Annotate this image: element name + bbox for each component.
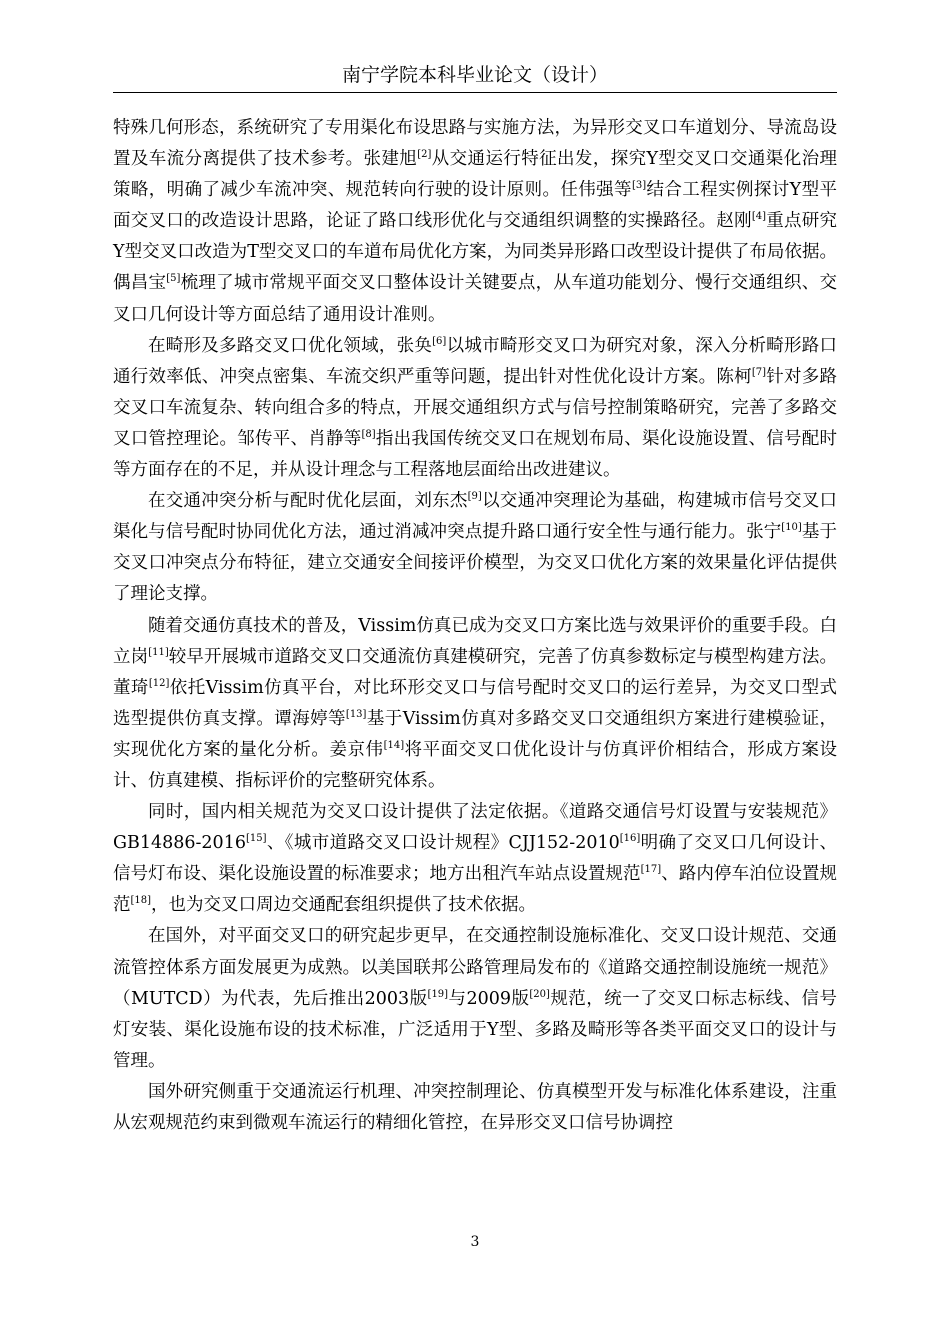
body-paragraph bbox=[113, 797, 837, 921]
paragraph-text: 随着交通仿真技术的普及，Vissim仿真已成为交叉口方案比选与效果评价的重要手段。白立岗 bbox=[113, 615, 837, 667]
citation-marker: [13] bbox=[345, 708, 367, 720]
paragraph-text: 结合工程实例探讨Y型平面交叉口的改造设计思路，论证了路口线形优化与交通组织调整的实操路径。赵刚 bbox=[113, 180, 837, 232]
citation-marker: [11] bbox=[148, 646, 169, 658]
paragraph-text: 以城市畸形交叉口为研究对象，深入分析畸形路口通行效率低、冲突点密集、车流交织严重等问题，提出针对性优化设计方案。陈柯 bbox=[113, 335, 838, 387]
paragraph-text: 特殊几何形态，系统研究了专用渠化布设思路与实施方法，为异形交叉口车道划分、导流岛设置及车流分离提供了技术参考。张建旭 bbox=[113, 118, 837, 170]
body-paragraph bbox=[113, 113, 837, 331]
citation-marker: [10] bbox=[781, 522, 802, 534]
citation-marker: [15] bbox=[245, 833, 267, 845]
main-text bbox=[113, 113, 837, 1139]
citation-marker: [8] bbox=[361, 428, 376, 440]
paragraph-text: 梳理了城市常规平面交叉口整体设计关键要点，从车道功能划分、慢行交通组织、交叉口几何设计等方面总结了通用设计准则。 bbox=[113, 273, 838, 325]
citation-marker: [5] bbox=[166, 273, 181, 285]
paragraph-text: 在国外，对平面交叉口的研究起步更早，在交通控制设施标准化、交叉口设计规范、交通流管控体系方面发展更为成熟。以美国联邦公路管理局发布的《道路交通控制设施统一规范》（MUTCD）为代表，先后推出2003版 bbox=[113, 926, 837, 1009]
citation-marker: [7] bbox=[751, 366, 767, 378]
citation-marker: [2] bbox=[417, 149, 432, 161]
citation-marker: [6] bbox=[432, 335, 447, 347]
paragraph-text: 将平面交叉口优化设计与仿真评价相结合，形成方案设计、仿真建模、指标评价的完整研究体系。 bbox=[113, 739, 838, 791]
page-header-title: 南宁学院本科毕业论文（设计） bbox=[341, 64, 608, 86]
paragraph-text: 依托Vissim仿真平台，对比环形交叉口与信号配时交叉口的运行差异，为交叉口型式选型提供仿真支撑。谭海婷等 bbox=[113, 677, 838, 729]
paragraph-text: 基于Vissim仿真对多路交叉口交通组织方案进行建模验证，实现优化方案的量化分析。姜京伟 bbox=[113, 708, 838, 760]
paragraph-text: 、《城市道路交叉口设计规程》CJJ152-2010 bbox=[266, 833, 620, 854]
citation-marker: [18] bbox=[130, 895, 152, 907]
header-divider bbox=[113, 92, 837, 93]
citation-marker: [19] bbox=[427, 988, 449, 1000]
paragraph-text: 从交通运行特征出发，探究Y型交叉口交通渠化治理策略，明确了减少车流冲突、规范转向行驶的设计原则。任伟强等 bbox=[113, 149, 837, 201]
citation-marker: [17] bbox=[640, 864, 662, 876]
body-paragraph bbox=[113, 331, 837, 486]
citation-marker: [16] bbox=[619, 833, 641, 845]
body-paragraph bbox=[113, 1077, 837, 1139]
paragraph-text: 在交通冲突分析与配时优化层面，刘东杰 bbox=[148, 491, 468, 512]
paragraph-text: 、路内停车泊位设置规范 bbox=[113, 864, 838, 916]
body-paragraph bbox=[113, 611, 837, 798]
paragraph-text: 国外研究侧重于交通流运行机理、冲突控制理论、仿真模型开发与标准化体系建设，注重从宏观规范约束到微观车流运行的精细化管控，在异形交叉口信号协调控 bbox=[113, 1081, 837, 1133]
citation-marker: [3] bbox=[631, 180, 647, 192]
paragraph-text: 同时，国内相关规范为交叉口设计提供了法定依据。《道路交通信号灯设置与安装规范》GB14886-2016 bbox=[113, 802, 837, 854]
paragraph-text: 与2009版 bbox=[448, 988, 530, 1009]
paragraph-text: 在畸形及多路交叉口优化领域，张奂 bbox=[148, 335, 433, 356]
body-paragraph bbox=[113, 486, 837, 610]
paragraph-text: 明确了交叉口几何设计、信号灯布设、渠化设施设置的标准要求；地方出租汽车站点设置规范 bbox=[113, 833, 838, 885]
page-number: 3 bbox=[470, 1234, 480, 1250]
citation-marker: [4] bbox=[751, 211, 767, 223]
citation-marker: [20] bbox=[529, 988, 550, 1000]
body-paragraph bbox=[113, 921, 837, 1076]
paragraph-text: 指出我国传统交叉口在规划布局、渠化设施设置、信号配时等方面存在的不足，并从设计理念与工程落地层面给出改进建议。 bbox=[113, 428, 838, 481]
paragraph-text: 针对多路交叉口车流复杂、转向组合多的特点，开展交通组织方式与信号控制策略研究，完善了多路交叉口管控理论。邹传平、肖静等 bbox=[113, 366, 837, 449]
paragraph-text: ，也为交叉口周边交通配套组织提供了技术依据。 bbox=[151, 895, 537, 916]
citation-marker: [9] bbox=[467, 491, 482, 503]
citation-marker: [12] bbox=[148, 677, 170, 689]
paragraph-text: 较早开展城市道路交叉口交通流仿真建模研究，完善了仿真参数标定与模型构建方法。董琦 bbox=[113, 646, 838, 698]
paragraph-text: 规范，统一了交叉口标志标线、信号灯安装、渠化设施布设的技术标准，广泛适用于Y型、多路及畸形等各类平面交叉口的设计与管理。 bbox=[113, 988, 837, 1071]
citation-marker: [14] bbox=[383, 739, 405, 751]
paragraph-text: 基于交叉口冲突点分布特征，建立交通安全间接评价模型，为交叉口优化方案的效果量化评估提供了理论支撑。 bbox=[113, 522, 838, 605]
paragraph-text: 重点研究Y型交叉口改造为T型交叉口的车道布局优化方案，为同类异形路口改型设计提供了布局依据。偶昌宝 bbox=[113, 211, 837, 294]
paragraph-text: 以交通冲突理论为基础，构建城市信号交叉口渠化与信号配时协同优化方法，通过消减冲突点提升路口通行安全性与通行能力。张宁 bbox=[113, 491, 837, 543]
